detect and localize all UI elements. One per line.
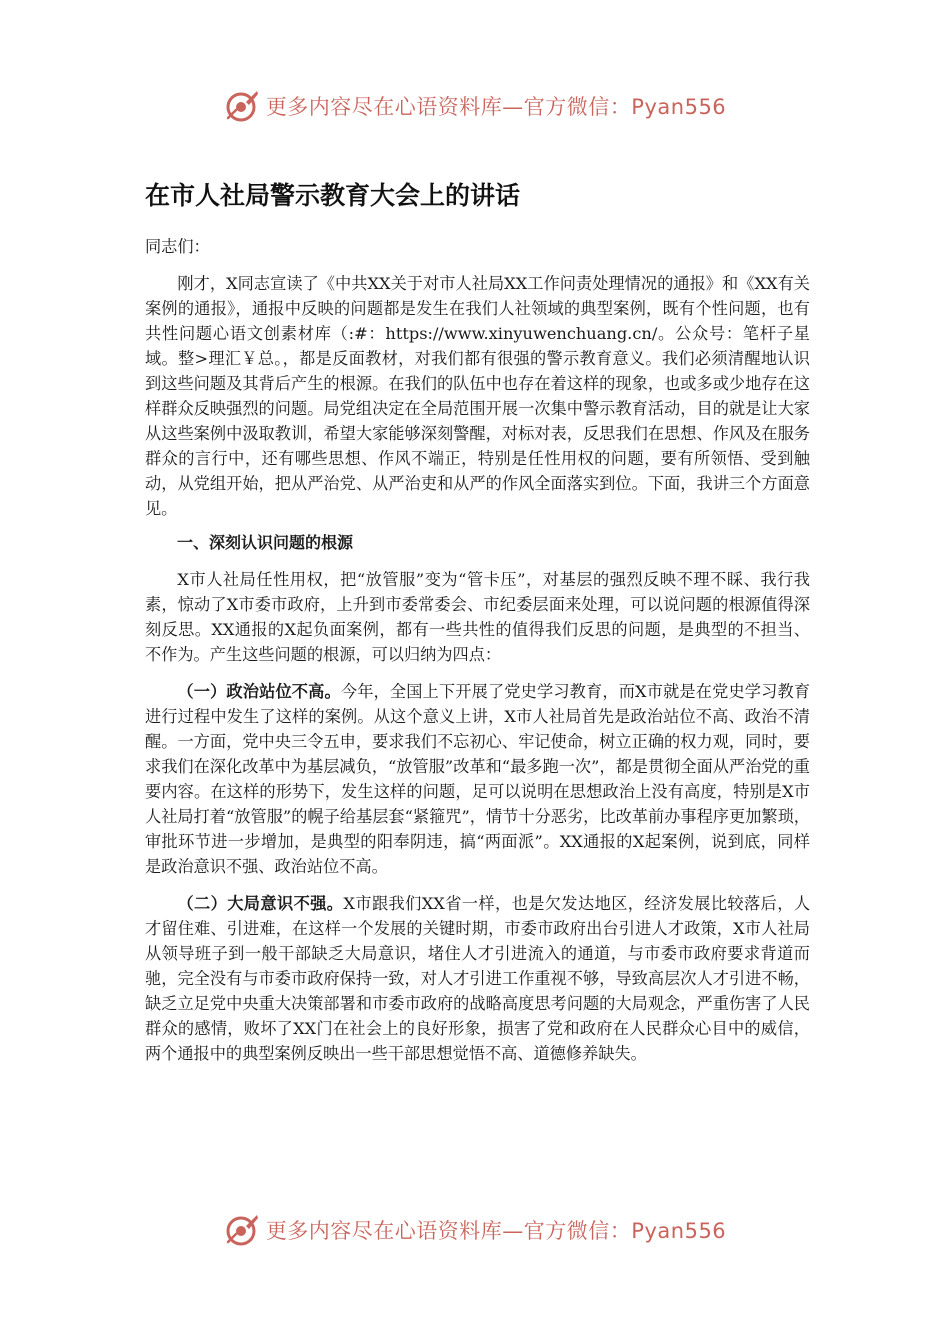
footer-watermark-banner: [0, 1210, 950, 1250]
header-watermark-banner: [0, 86, 950, 126]
point2-body: X市跟我们XX省一样，也是欠发达地区，经济发展比较落后，人才留住难、引进难，在这样一个发展的关键时期，市委市政府出台引进人才政策，X市人社局从领导班子到一般干部缺乏大局意识，堵住人才引进流入的通道，与市委市政府要求背道而驰，完全没有与市委市政府保持一致，对人才引进工作重视不够，导致高层次人才引进不畅，缺乏立足党中央重大决策部署和市委市政府的战略高度思考问题的大局观念，严重伤害了人民群众的感情，败坏了XX门在社会上的良好形象，损害了党和政府在人民群众心目中的威信，两个通报中的典型案例反映出一些干部思想觉悟不高、道德修养缺失。: [145, 894, 811, 1063]
pen-logo-icon: [224, 1212, 260, 1248]
document-body: [145, 178, 810, 1066]
point2-title: （二）大局意识不强。: [177, 894, 344, 913]
section-heading-1: 一、深刻认识问题的根源: [177, 533, 354, 552]
section1-paragraph: X市人社局任性用权，把“放管服”变为“管卡压”，对基层的强烈反映不理不睬、我行我素，惊动了X市委市政府，上升到市委常委会、市纪委层面来处理，可以说问题的根源值得深刻反思。XX通报的X起负面案例，都有一些共性的值得我们反思的问题，是典型的不担当、不作为。产生这些问题的根源，可以归纳为四点：: [145, 570, 810, 664]
intro-paragraph: 刚才，X同志宣读了《中共XX关于对市人社局XX工作问责处理情况的通报》和《XX有关案例的通报》，通报中反映的问题都是发生在我们人社领域的典型案例，既有个性问题，也有共性问题心语文创素材库（:#：https://www.xinyuwenchuang.cn/。公众号：笔杆子星域。整>理汇￥总。，都是反面教材，对我们都有很强的警示教育意义。我们必须清醒地认识到这些问题及其背后产生的根源。在我们的队伍中也存在着这样的现象，也或多或少地存在这样群众反映强烈的问题。局党组决定在全局范围开展一次集中警示教育活动，目的就是让大家从这些案例中汲取教训，希望大家能够深刻警醒，对标对表，反思我们在思想、作风及在服务群众的言行中，还有哪些思想、作风不端正，特别是任性用权的问题，要有所领悟、受到触动，从党组开始，把从严治党、从严治吏和从严的作风全面落实到位。下面，我讲三个方面意见。: [145, 274, 810, 518]
point1-title: （一）政治站位不高。: [177, 682, 341, 701]
point2-paragraph: [145, 891, 810, 1066]
salutation: 同志们：: [145, 237, 210, 256]
point1-body: 今年，全国上下开展了党史学习教育，而X市就是在党史学习教育进行过程中发生了这样的案例。从这个意义上讲，X市人社局首先是政治站位不高、政治不清醒。一方面，党中央三令五申，要求我们不忘初心、牢记使命，树立正确的权力观，同时，要求我们在深化改革中为基层减负，“放管服”改革和“最多跑一次”，都是贯彻全面从严治党的重要内容。在这样的形势下，发生这样的问题，足可以说明在思想政治上没有高度，特别是X市人社局打着“放管服”的幌子给基层套“紧箍咒”，情节十分恶劣，比改革前办事程序更加繁琐，审批环节进一步增加，是典型的阳奉阴违，搞“两面派”。XX通报的X起案例，说到底，同样是政治意识不强、政治站位不高。: [145, 682, 811, 876]
banner-text: 更多内容尽在心语资料库—官方微信：Pyan556: [265, 1219, 727, 1243]
point1-paragraph: [145, 679, 810, 879]
document-title: 在市人社局警示教育大会上的讲话: [145, 181, 521, 210]
pen-logo-icon: [224, 88, 260, 124]
banner-text: 更多内容尽在心语资料库—官方微信：Pyan556: [265, 95, 727, 119]
